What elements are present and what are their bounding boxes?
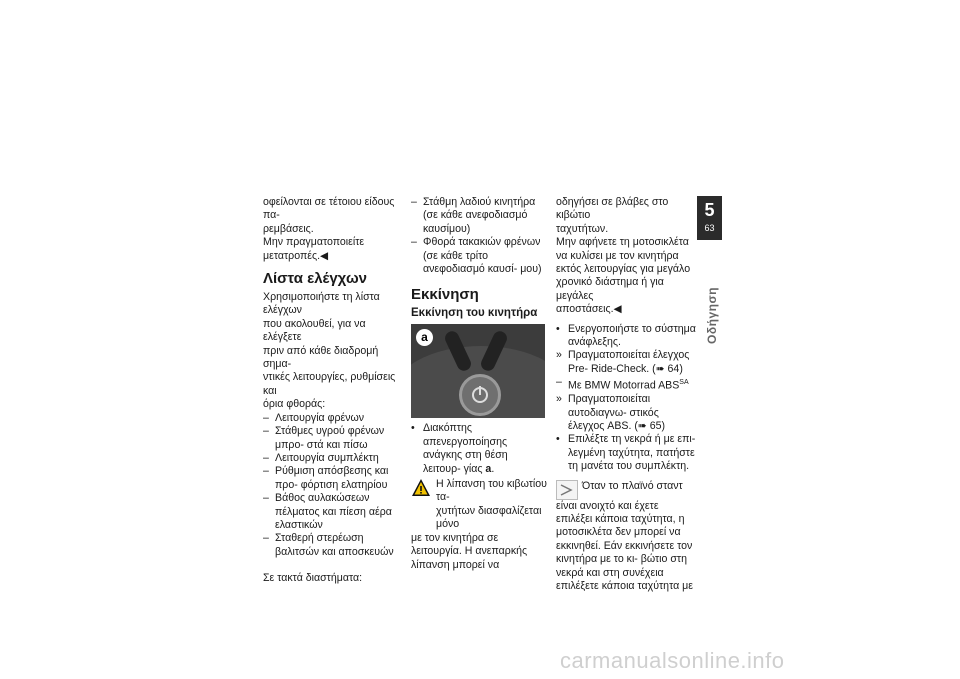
kill-switch-photo — [411, 324, 545, 418]
chapter-number: 5 — [704, 200, 715, 220]
body-line: χρονικό διάστημα ή για μεγάλες — [556, 276, 664, 302]
column-1 — [263, 196, 403, 586]
section-title-checklist: Λίστα ελέγχων — [263, 270, 368, 288]
list-item: • Ενεργοποιήστε το σύστημα ανάφλεξης. — [556, 322, 696, 349]
warning-continued: με τον κινητήρα σε λειτουργία. Η ανεπαρκής λίπανση μπορεί να — [411, 531, 528, 571]
list-item: – Λειτουργία φρένων — [263, 411, 365, 424]
intro-line: μετατροπές.◀ — [263, 249, 329, 262]
body-line: Μην αφήνετε τη μοτοσικλέτα — [556, 236, 689, 249]
list-item: • Επιλέξτε τη νεκρά ή με επι- λεγμένη ταχύτητα, πατήστε τη μανέτα του συμπλέκτη. — [556, 433, 696, 473]
list-item: – Με BMW Motorrad $ABS^{SA}$ — [556, 376, 689, 392]
list-item: » Πραγματοποιείται αυτοδιαγνω- στικός έλεγχος ABS. (➠ 65) — [556, 393, 665, 433]
chapter-title: Εκκίνηση — [411, 286, 479, 304]
list-item: – Βάθος αυλακώσεων πέλματος και πίεση αέρα ελαστικών — [263, 492, 392, 531]
body-line: όρια φθοράς: — [263, 398, 326, 411]
body-line: να κυλίσει με τον κινητήρα — [556, 249, 679, 262]
warning-box — [411, 478, 548, 532]
intro-line: Μην πραγματοποιείτε — [263, 236, 365, 249]
list-item: – Λειτουργία συμπλέκτη — [263, 451, 379, 464]
column-2 — [411, 196, 548, 572]
list-item: – Ρύθμιση απόσβεσης και προ- φόρτιση ελατηρίου — [263, 465, 389, 491]
body-line: ντικές λειτουργίες, ρυθμίσεις και — [263, 371, 396, 397]
list-item: – Στάθμες υγρού φρένων μπρο- στά και πίσω — [263, 425, 385, 451]
body-line: αποστάσεις.◀ — [556, 303, 622, 316]
body-line: πριν από κάθε διαδρομή σημα- — [263, 344, 379, 371]
list-item: – Στάθμη λαδιού κινητήρα (σε κάθε ανεφοδιασμό καυσίμου) — [411, 196, 536, 235]
side-chapter-label: Οδήγηση — [705, 287, 719, 344]
warning-line: χυτήτων διασφαλίζεται μόνο — [436, 504, 542, 531]
note-icon — [556, 480, 578, 500]
list-item: – Σταθερή στερέωση βαλιτσών και αποσκευών — [263, 532, 394, 558]
warning-line: Η λίπανση του κιβωτίου τα- — [436, 478, 547, 504]
regular-intervals-label: Σε τακτά διαστήματα: — [263, 572, 363, 585]
chapter-tab — [697, 196, 722, 240]
page-number: 63 — [704, 223, 715, 233]
photo-label-a: a — [416, 329, 433, 346]
column-3 — [556, 196, 697, 594]
intro-line: ρεμβάσεις. — [263, 222, 314, 235]
intro-line: οφείλονται σε τέτοιου είδους πα- — [263, 196, 395, 222]
body-line: ταχυτήτων. — [556, 222, 609, 235]
body-line: εκτός λειτουργίας για μεγάλο — [556, 263, 691, 276]
list-item: – Φθορά τακακιών φρένων (σε κάθε τρίτο ανεφοδιασμό καυσί- μου) — [411, 236, 542, 276]
note-paragraph: Όταν το πλαϊνό σταντ είναι ανοιχτό και έχετε επιλέξει κάποια ταχύτητα, η μοτοσικλέτα δεν μπορεί να εκκινηθεί. Εάν εκκινήσετε τον κινητήρα με το κι- βώτιο στη νεκρά και στη συνέχεια επιλέξετε κάποια ταχύτητα με — [556, 479, 694, 593]
body-line: που ακολουθεί, για να ελέγξετε — [263, 317, 366, 344]
subsection-title: Εκκίνηση του κινητήρα — [411, 307, 538, 320]
body-line: οδηγήσει σε βλάβες στο κιβώτιο — [556, 196, 669, 222]
list-item: » Πραγματοποιείται έλεγχος Pre- Ride-Check. (➠ 64) — [556, 349, 690, 375]
body-line: Χρησιμοποιήστε τη λίστα ελέγχων — [263, 291, 380, 317]
watermark: carmanualsonline.info — [560, 648, 785, 673]
list-item: • Διακόπτης απενεργοποίησης ανάγκης στη θέση λειτουρ- γίας a. — [411, 422, 508, 475]
warning-icon — [411, 478, 431, 498]
